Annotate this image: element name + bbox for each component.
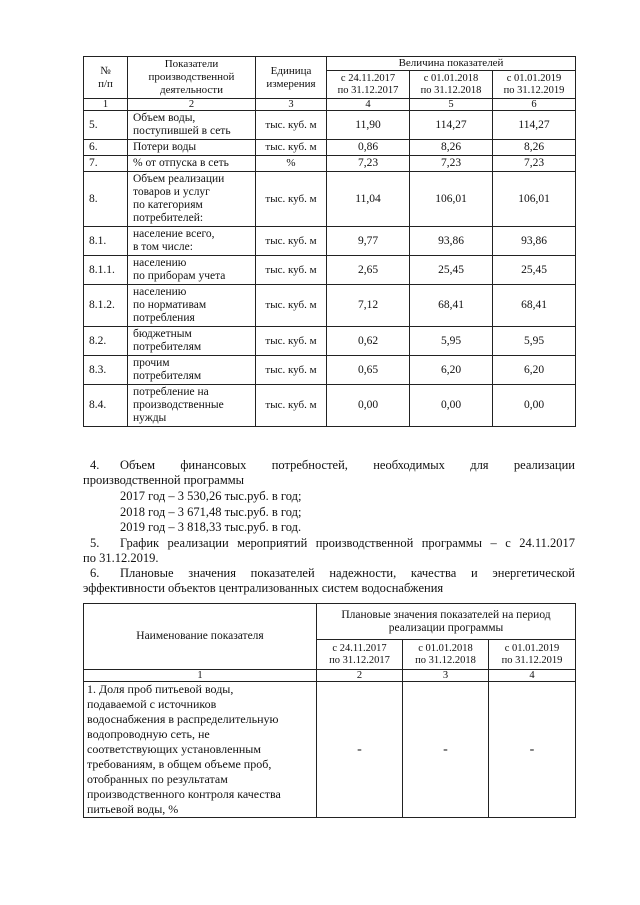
table-row — [84, 140, 576, 156]
row-indicator-name: % от отпуска в сеть — [128, 156, 256, 172]
header-period-2019: с 01.01.2019 по 31.12.2019 — [489, 640, 576, 670]
row-indicator-name: Объем воды, поступившей в сеть — [128, 111, 256, 140]
col-number: 2 — [317, 670, 403, 682]
table-row — [84, 682, 576, 818]
p6-number: 6. — [90, 566, 100, 580]
row-indicator-name: Потери воды — [128, 140, 256, 156]
row-indicator-name: бюджетным потребителям — [128, 327, 256, 356]
p4-text-line1: Объем финансовых потребностей, необходимых для реализации — [120, 458, 575, 472]
header-period-2017: с 24.11.2017 по 31.12.2017 — [327, 71, 410, 99]
header-value-group: Величина показателей — [327, 57, 576, 71]
row-number: 8.4. — [84, 385, 128, 427]
col-number: 1 — [84, 99, 128, 111]
row-value: 0,65 — [327, 356, 410, 385]
row-value: 0,00 — [410, 385, 493, 427]
p4-number: 4. — [90, 458, 100, 472]
row-indicator-name: население всего, в том числе: — [128, 227, 256, 256]
row-value: 11,90 — [327, 111, 410, 140]
row-value: 11,04 — [327, 172, 410, 227]
table-row — [84, 227, 576, 256]
header-indicator-name: Наименование показателя — [84, 604, 317, 670]
col-number: 5 — [410, 99, 493, 111]
row-value: 8,26 — [493, 140, 576, 156]
header-unit: Единица измерения — [256, 57, 327, 99]
row-value: 5,95 — [410, 327, 493, 356]
p6-text-line1: Плановые значения показателей надежности, качества и энергетической — [120, 566, 575, 580]
row-unit: тыс. куб. м — [256, 285, 327, 327]
row-number: 8.3. — [84, 356, 128, 385]
row-value: 6,20 — [410, 356, 493, 385]
row-number: 8.1. — [84, 227, 128, 256]
row-value: 114,27 — [410, 111, 493, 140]
header-number: № п/п — [84, 57, 128, 99]
financing-2018: 2018 год – 3 671,48 тыс.руб. в год; — [120, 505, 302, 519]
row-value: 106,01 — [493, 172, 576, 227]
row-unit: тыс. куб. м — [256, 172, 327, 227]
col-number: 2 — [128, 99, 256, 111]
row-unit: тыс. куб. м — [256, 227, 327, 256]
row-value: 93,86 — [410, 227, 493, 256]
row-value: 25,45 — [410, 256, 493, 285]
table-row — [84, 327, 576, 356]
header-indicator: Показатели производственной деятельности — [128, 57, 256, 99]
col-number: 4 — [327, 99, 410, 111]
planned-indicators-body — [84, 682, 576, 818]
row-value: 68,41 — [410, 285, 493, 327]
row-value: 0,62 — [327, 327, 410, 356]
row-indicator-name: населению по нормативам потребления — [128, 285, 256, 327]
row-unit: тыс. куб. м — [256, 111, 327, 140]
row-unit: тыс. куб. м — [256, 256, 327, 285]
table-row — [84, 385, 576, 427]
table-row — [84, 156, 576, 172]
row-unit: тыс. куб. м — [256, 327, 327, 356]
row-value: 93,86 — [493, 227, 576, 256]
col-number: 3 — [403, 670, 489, 682]
p4-text-line2: производственной программы — [83, 473, 245, 487]
row-value: 114,27 — [493, 111, 576, 140]
header-period-2018: с 01.01.2018 по 31.12.2018 — [410, 71, 493, 99]
col-number: 3 — [256, 99, 327, 111]
p5-number: 5. — [90, 536, 100, 550]
col-number: 4 — [489, 670, 576, 682]
row-value: 25,45 — [493, 256, 576, 285]
financing-2017: 2017 год – 3 530,26 тыс.руб. в год; — [120, 489, 302, 503]
planned-indicators-table — [83, 603, 576, 818]
row-value: - — [403, 682, 489, 818]
row-unit: тыс. куб. м — [256, 356, 327, 385]
production-indicators-table — [83, 56, 576, 427]
row-number: 8.2. — [84, 327, 128, 356]
row-value: 0,00 — [493, 385, 576, 427]
row-indicator-name: прочим потребителям — [128, 356, 256, 385]
row-indicator-name: 1. Доля проб питьевой воды, подаваемой с источников водоснабжения в распределительную водопроводную сеть, не соответствующих установленным требованиям, в общем объеме проб, отобранных по результатам производственного контроля качества питьевой воды, % — [84, 682, 317, 818]
row-value: 6,20 — [493, 356, 576, 385]
p5-text-line1: График реализации мероприятий производственной программы – с 24.11.2017 — [120, 536, 575, 550]
row-number: 6. — [84, 140, 128, 156]
row-value: 0,00 — [327, 385, 410, 427]
row-number: 8. — [84, 172, 128, 227]
row-number: 8.1.2. — [84, 285, 128, 327]
table-row — [84, 111, 576, 140]
row-value: 9,77 — [327, 227, 410, 256]
row-value: 7,23 — [327, 156, 410, 172]
row-value: 106,01 — [410, 172, 493, 227]
row-number: 5. — [84, 111, 128, 140]
row-value: - — [317, 682, 403, 818]
row-indicator-name: потребление на производственные нужды — [128, 385, 256, 427]
row-unit: тыс. куб. м — [256, 385, 327, 427]
row-value: - — [489, 682, 576, 818]
row-value: 2,65 — [327, 256, 410, 285]
row-value: 7,12 — [327, 285, 410, 327]
row-indicator-name: Объем реализации товаров и услуг по категориям потребителей: — [128, 172, 256, 227]
row-value: 0,86 — [327, 140, 410, 156]
financing-2019: 2019 год – 3 818,33 тыс.руб. в год. — [120, 520, 302, 534]
table-row — [84, 356, 576, 385]
header-planned-group: Плановые значения показателей на период реализации программы — [317, 604, 576, 640]
production-indicators-body — [84, 111, 576, 427]
table-row — [84, 285, 576, 327]
row-value: 7,23 — [410, 156, 493, 172]
row-value: 8,26 — [410, 140, 493, 156]
header-period-2018: с 01.01.2018 по 31.12.2018 — [403, 640, 489, 670]
p6-text-line2: эффективности объектов централизованных систем водоснабжения — [83, 581, 444, 595]
row-unit: тыс. куб. м — [256, 140, 327, 156]
row-value: 5,95 — [493, 327, 576, 356]
header-period-2019: с 01.01.2019 по 31.12.2019 — [493, 71, 576, 99]
row-number: 7. — [84, 156, 128, 172]
row-value: 7,23 — [493, 156, 576, 172]
col-number: 6 — [493, 99, 576, 111]
table-row — [84, 172, 576, 227]
row-value: 68,41 — [493, 285, 576, 327]
p5-text-line2: по 31.12.2019. — [83, 551, 159, 565]
row-number: 8.1.1. — [84, 256, 128, 285]
col-number: 1 — [84, 670, 317, 682]
header-period-2017: с 24.11.2017 по 31.12.2017 — [317, 640, 403, 670]
row-unit: % — [256, 156, 327, 172]
table-row — [84, 256, 576, 285]
row-indicator-name: населению по приборам учета — [128, 256, 256, 285]
